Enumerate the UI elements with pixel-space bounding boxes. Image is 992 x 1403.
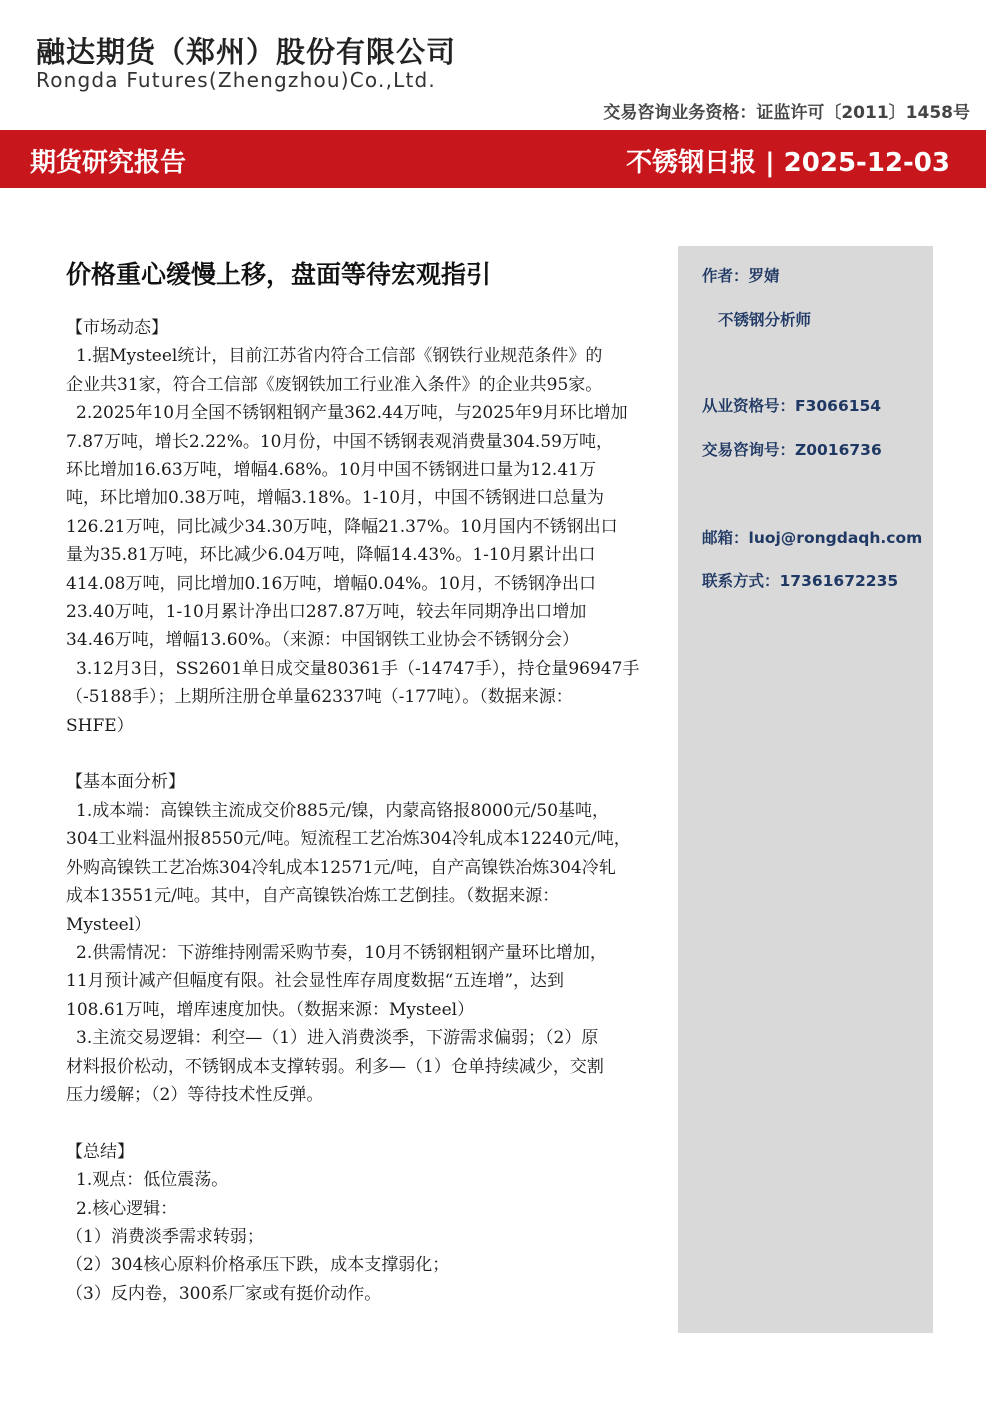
body-line: （1）消费淡季需求转弱； bbox=[66, 1226, 264, 1247]
body-line: 126.21万吨，同比减少34.30万吨，降幅21.37%。10月国内不锈钢出口 bbox=[66, 516, 618, 537]
author-role: 不锈钢分析师 bbox=[718, 311, 812, 329]
license-info: 交易咨询业务资格：证监许可〔2011〕1458号 bbox=[603, 103, 970, 123]
report-type: 期货研究报告 bbox=[30, 148, 187, 178]
report-banner bbox=[0, 130, 986, 188]
consult-number: 交易咨询号：Z0016736 bbox=[702, 441, 882, 459]
body-line: 3.主流交易逻辑：利空—（1）进入消费淡季，下游需求偏弱；（2）原 bbox=[76, 1028, 599, 1049]
body-line: 11月预计减产但幅度有限。社会显性库存周度数据“五连增”，达到 bbox=[66, 971, 565, 992]
phone-contact: 联系方式：17361672235 bbox=[702, 572, 899, 590]
body-line: 414.08万吨，同比增加0.16万吨，增幅0.04%。10月，不锈钢净出口 bbox=[66, 573, 596, 594]
body-line: 材料报价松动，不锈钢成本支撑转弱。利多—（1）仓单持续减少，交割 bbox=[66, 1056, 604, 1077]
company-name-cn: 融达期货（郑州）股份有限公司 bbox=[36, 35, 457, 69]
body-line: 环比增加16.63万吨，增幅4.68%。10月中国不锈钢进口量为12.41万 bbox=[66, 460, 596, 481]
body-line: 304工业料温州报8550元/吨。短流程工艺冶炼304冷轧成本12240元/吨， bbox=[66, 829, 631, 850]
body-line: 7.87万吨，增长2.22%。10月份，中国不锈钢表观消费量304.59万吨， bbox=[66, 431, 613, 452]
body-line: 1.成本端：高镍铁主流成交价885元/镍，内蒙高铬报8000元/50基吨， bbox=[76, 800, 610, 821]
body-line: 企业共31家，符合工信部《废钢铁加工行业准入条件》的企业共95家。 bbox=[66, 374, 603, 395]
body-line: （-5188手）；上期所注册仓单量62337吨（-177吨）。（数据来源： bbox=[66, 687, 573, 708]
paragraph-gap bbox=[66, 740, 666, 768]
qualification-number: 从业资格号：F3066154 bbox=[702, 397, 882, 415]
body-line: 23.40万吨，1-10月累计净出口287.87万吨，较去年同期净出口增加 bbox=[66, 602, 587, 623]
author-sidebar bbox=[678, 246, 933, 1333]
body-line: 量为35.81万吨，环比减少6.04万吨，降幅14.43%。1-10月累计出口 bbox=[66, 545, 596, 566]
section-heading-fundamentals: 【基本面分析】 bbox=[66, 772, 185, 793]
article-body bbox=[66, 314, 666, 1308]
section-heading-summary: 【总结】 bbox=[66, 1141, 134, 1162]
paragraph-gap bbox=[66, 1109, 666, 1137]
body-line: 34.46万吨，增幅13.60%。（来源：中国钢铁工业协会不锈钢分会） bbox=[66, 630, 579, 651]
body-line: 108.61万吨，增库速度加快。（数据来源：Mysteel） bbox=[66, 999, 475, 1020]
body-line: 3.12月3日，SS2601单日成交量80361手（-14747手），持仓量96947手 bbox=[76, 658, 640, 679]
author-name: 作者：罗婧 bbox=[702, 267, 780, 285]
body-line: （3）反内卷，300系厂家或有挺价动作。 bbox=[66, 1283, 382, 1304]
body-line: SHFE） bbox=[66, 715, 134, 736]
section-heading-market: 【市场动态】 bbox=[66, 318, 168, 338]
body-line: 压力缓解；（2）等待技术性反弹。 bbox=[66, 1084, 324, 1105]
body-line: 外购高镍铁工艺冶炼304冷轧成本12571元/吨，自产高镍铁冶炼304冷轧 bbox=[66, 857, 616, 878]
body-line: 吨，环比增加0.38万吨，增幅3.18%。1-10月，中国不锈钢进口总量为 bbox=[66, 488, 605, 509]
body-line: 2.核心逻辑： bbox=[76, 1198, 178, 1219]
body-line: Mysteel） bbox=[66, 914, 152, 935]
body-line: 1.观点：低位震荡。 bbox=[76, 1170, 229, 1191]
body-line: （2）304核心原料价格承压下跌，成本支撑弱化； bbox=[66, 1255, 450, 1276]
article-title: 价格重心缓慢上移，盘面等待宏观指引 bbox=[66, 260, 492, 289]
company-name-en: Rongda Futures(Zhengzhou)Co.,Ltd. bbox=[36, 68, 436, 92]
body-line: 1.据Mysteel统计，目前江苏省内符合工信部《钢铁行业规范条件》的 bbox=[76, 346, 603, 367]
body-line: 2.2025年10月全国不锈钢粗钢产量362.44万吨，与2025年9月环比增加 bbox=[76, 403, 628, 424]
email-contact[interactable]: 邮箱：luoj@rongdaqh.com bbox=[702, 529, 923, 547]
body-line: 成本13551元/吨。其中，自产高镍铁冶炼工艺倒挂。（数据来源： bbox=[66, 886, 560, 907]
body-line: 2.供需情况：下游维持刚需采购节奏，10月不锈钢粗钢产量环比增加， bbox=[76, 942, 607, 963]
report-name-date: 不锈钢日报 | 2025-12-03 bbox=[626, 148, 950, 178]
